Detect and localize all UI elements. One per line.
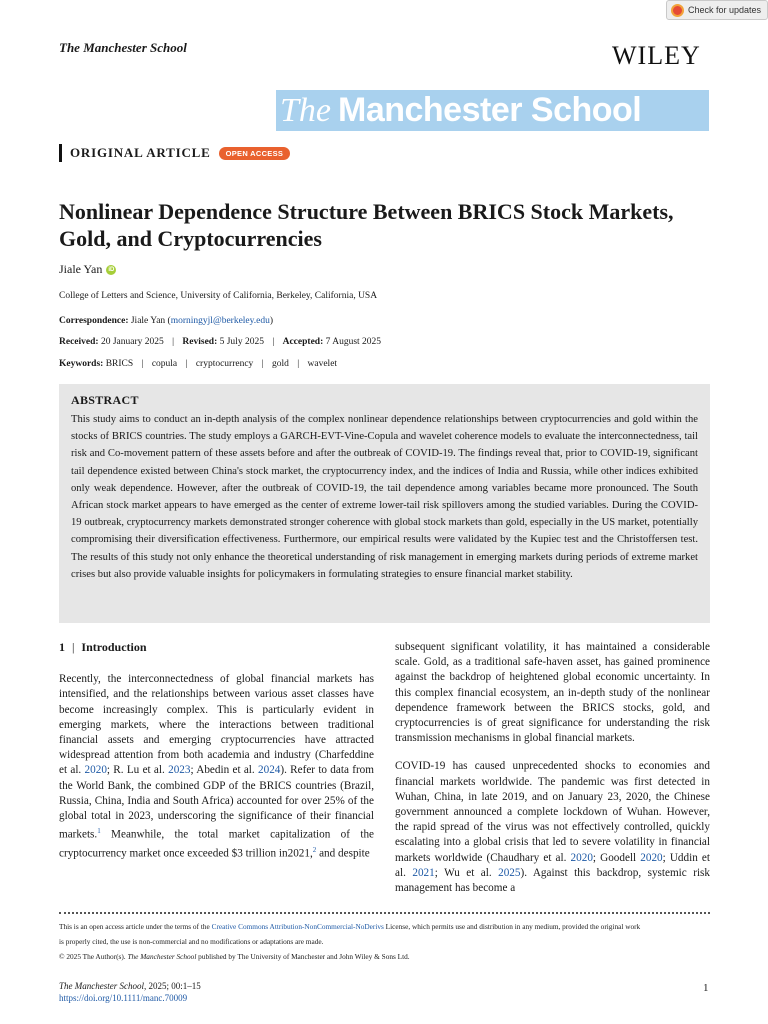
article-title: Nonlinear Dependence Structure Between BRICS Stock Markets, Gold, and Cryptocurrencies bbox=[59, 199, 674, 251]
correspondence-email-link[interactable]: morningyjl@berkeley.edu bbox=[170, 316, 270, 326]
license-line-1: This is an open access article under the terms of the Creative Commons Attribution-NonCommercial-NoDerivs License, which permits use and distribution in any medium, provided the original work bbox=[59, 922, 641, 931]
intro-paragraph-1-continued-text: subsequent significant volatility, it has maintained a considerable scale. Gold, as a traditional safe-haven asset, has gained prominence against the backdrop of heightened global economic uncertainty. In this complex financial ecosystem, an in-depth study of the nonlinear dependence framework between the BRICS stocks, gold, and cryptocurrencies is of great significance for understanding the risk transmission mechanisms in global financial markets. bbox=[395, 641, 710, 745]
keywords-line bbox=[59, 359, 337, 369]
footer-journal-name: The Manchester School bbox=[59, 981, 144, 991]
publisher-logo: WILEY bbox=[612, 41, 701, 70]
correspondence-name: Jiale Yan bbox=[130, 316, 166, 326]
body-column-right bbox=[395, 640, 710, 909]
banner-journal-name: Manchester School bbox=[338, 91, 642, 129]
footer-volume: , 2025; 00:1–15 bbox=[143, 981, 201, 991]
citation-link[interactable]: 2021 bbox=[412, 866, 435, 879]
orcid-icon[interactable]: iD bbox=[108, 266, 115, 273]
check-for-updates-button[interactable] bbox=[666, 0, 768, 20]
correspondence-label: Correspondence: bbox=[59, 316, 129, 326]
keyword: copula bbox=[151, 359, 178, 369]
abstract-text: This study aims to conduct an in-depth analysis of the complex nonlinear dependence relationships between cryptocurrencies and gold within the stocks of BRICS countries. The study employs a GARCH-EVT-Vine-Copula and wavelet coherence models to evaluate the interconnectedness, tail risk and Co-movement pattern of these assets before and after the outbreak of COVID-19. The findings reveal that, prior to COVID-19, significant tail dependence existed between China's stock market, the cryptocurrency index, and the indices of India and Russia, while other indices exhibited only weak dependence. However, after the outbreak of COVID-19, the tail dependence among variables became more pronounced. The South African stock market appears to have emerged as the center of extreme lower-tail risk spillovers among the studied variables. During the COVID-19 outbreak, cryptocurrency markets demonstrated stronger coherence with global stock markets than gold, especially in the US market, potentially compromising their diversification effectiveness. Furthermore, our empirical results were validated by the Kupiec test and the Christoffersen test. The results of this study not only enhance the theoretical understanding of risk management in emerging markets during periods of extreme market crises but also provide valuable insights for policymakers in formulating strategies to ensure financial market stability. bbox=[71, 414, 698, 580]
keyword: BRICS bbox=[105, 359, 134, 369]
affiliation: College of Letters and Science, University of California, Berkeley, California, USA bbox=[59, 291, 378, 301]
page-number: 1 bbox=[703, 982, 709, 994]
journal-name-header: The Manchester School bbox=[59, 40, 187, 55]
citation-link[interactable]: 2020 bbox=[640, 851, 663, 864]
license-line-2: is properly cited, the use is non-commercial and no modifications or adaptations are made. bbox=[59, 937, 324, 946]
keyword-separator: | bbox=[141, 359, 144, 369]
license-link[interactable]: Creative Commons Attribution-NonCommercial-NoDerivs bbox=[211, 922, 384, 931]
article-type-bar bbox=[59, 144, 62, 162]
keyword: cryptocurrency bbox=[195, 359, 254, 369]
correspondence-line: Correspondence: Jiale Yan (morningyjl@berkeley.edu) bbox=[59, 316, 274, 326]
dates-line bbox=[59, 337, 381, 347]
abstract-box bbox=[59, 384, 710, 623]
footer-divider bbox=[59, 912, 710, 914]
intro-paragraph-1-continued bbox=[395, 640, 710, 746]
footer-citation bbox=[59, 980, 201, 1004]
date-separator: | bbox=[272, 337, 275, 347]
keyword-separator: | bbox=[297, 359, 300, 369]
section-number: 1 bbox=[59, 640, 65, 654]
article-type-label: ORIGINAL ARTICLE bbox=[70, 145, 211, 160]
revised-date: 5 July 2025 bbox=[219, 337, 264, 347]
author-name[interactable]: Jiale Yan bbox=[59, 262, 103, 276]
footnote-link[interactable]: 1 bbox=[97, 827, 101, 836]
citation-link[interactable]: 2024 bbox=[258, 764, 281, 777]
author-line bbox=[59, 262, 116, 277]
doi-link[interactable]: https://doi.org/10.1111/manc.70009 bbox=[59, 993, 188, 1003]
section-heading-introduction: 1 | Introduction bbox=[59, 640, 147, 654]
revised-label: Revised: bbox=[182, 337, 218, 347]
citation-link[interactable]: 2020 bbox=[570, 851, 593, 864]
copyright-line: © 2025 The Author(s). The Manchester School published by The University of Manchester and John Wiley & Sons Ltd. bbox=[59, 952, 410, 961]
received-label: Received: bbox=[59, 337, 99, 347]
accepted-date: 7 August 2025 bbox=[325, 337, 382, 347]
intro-paragraph-1: Recently, the interconnectedness of global financial markets has intensified, and the relationships between various asset classes have become increasingly complex. This is particularly evident in emerging markets, where the interactions between traditional financial assets and emerging cryptocurrencies have attracted widespread attention from both academia and industry (Charfeddine et al. 2020; R. Lu et al. 2023; Abedin et al. 2024). Refer to data from the World Bank, the combined GDP of the BRICS countries (Brazil, Russia, China, India and South Africa) accounted for over 25% of the global total in 2023, underscoring the significance of their financial markets.$^1$ Meanwhile, the total market capitalization of the cryptocurrency market once exceeded $3 trillion in2021,$^2$ and despite bbox=[59, 673, 374, 860]
keyword: wavelet bbox=[307, 359, 338, 369]
section-title: Introduction bbox=[81, 640, 147, 654]
journal-banner bbox=[276, 90, 709, 131]
citation-link[interactable]: 2023 bbox=[168, 764, 191, 777]
keyword: gold bbox=[271, 359, 289, 369]
citation-link[interactable]: 2025 bbox=[498, 866, 521, 879]
check-for-updates-label: Check for updates bbox=[688, 5, 762, 15]
received-date: 20 January 2025 bbox=[100, 337, 164, 347]
keyword-separator: | bbox=[185, 359, 188, 369]
keywords-label: Keywords: bbox=[59, 359, 104, 369]
footnote-link[interactable]: 2 bbox=[312, 846, 317, 855]
accepted-label: Accepted: bbox=[282, 337, 324, 347]
date-separator: | bbox=[172, 337, 175, 347]
abstract-heading: ABSTRACT bbox=[71, 393, 139, 407]
crossmark-icon bbox=[671, 4, 684, 17]
keyword-separator: | bbox=[261, 359, 264, 369]
article-type-row bbox=[59, 144, 290, 162]
intro-paragraph-2: COVID-19 has caused unprecedented shocks to economies and financial markets worldwide. The pandemic was first detected in Wuhan, China, in late 2019, and on January 23, 2020, the Chinese government announced a complete lockdown of Wuhan. However, the rapid spread of the virus was not effectively controlled, quickly escalating into a global crisis that led to severe volatility in financial markets worldwide (Chaudhary et al. 2020; Goodell 2020; Uddin et al. 2021; Wu et al. 2025). Against this backdrop, systemic risk management has become a bbox=[395, 760, 710, 895]
body-column-left bbox=[59, 640, 374, 875]
citation-link[interactable]: 2020 bbox=[84, 764, 107, 777]
open-access-badge: OPEN ACCESS bbox=[219, 147, 291, 160]
banner-the: The bbox=[280, 91, 331, 129]
